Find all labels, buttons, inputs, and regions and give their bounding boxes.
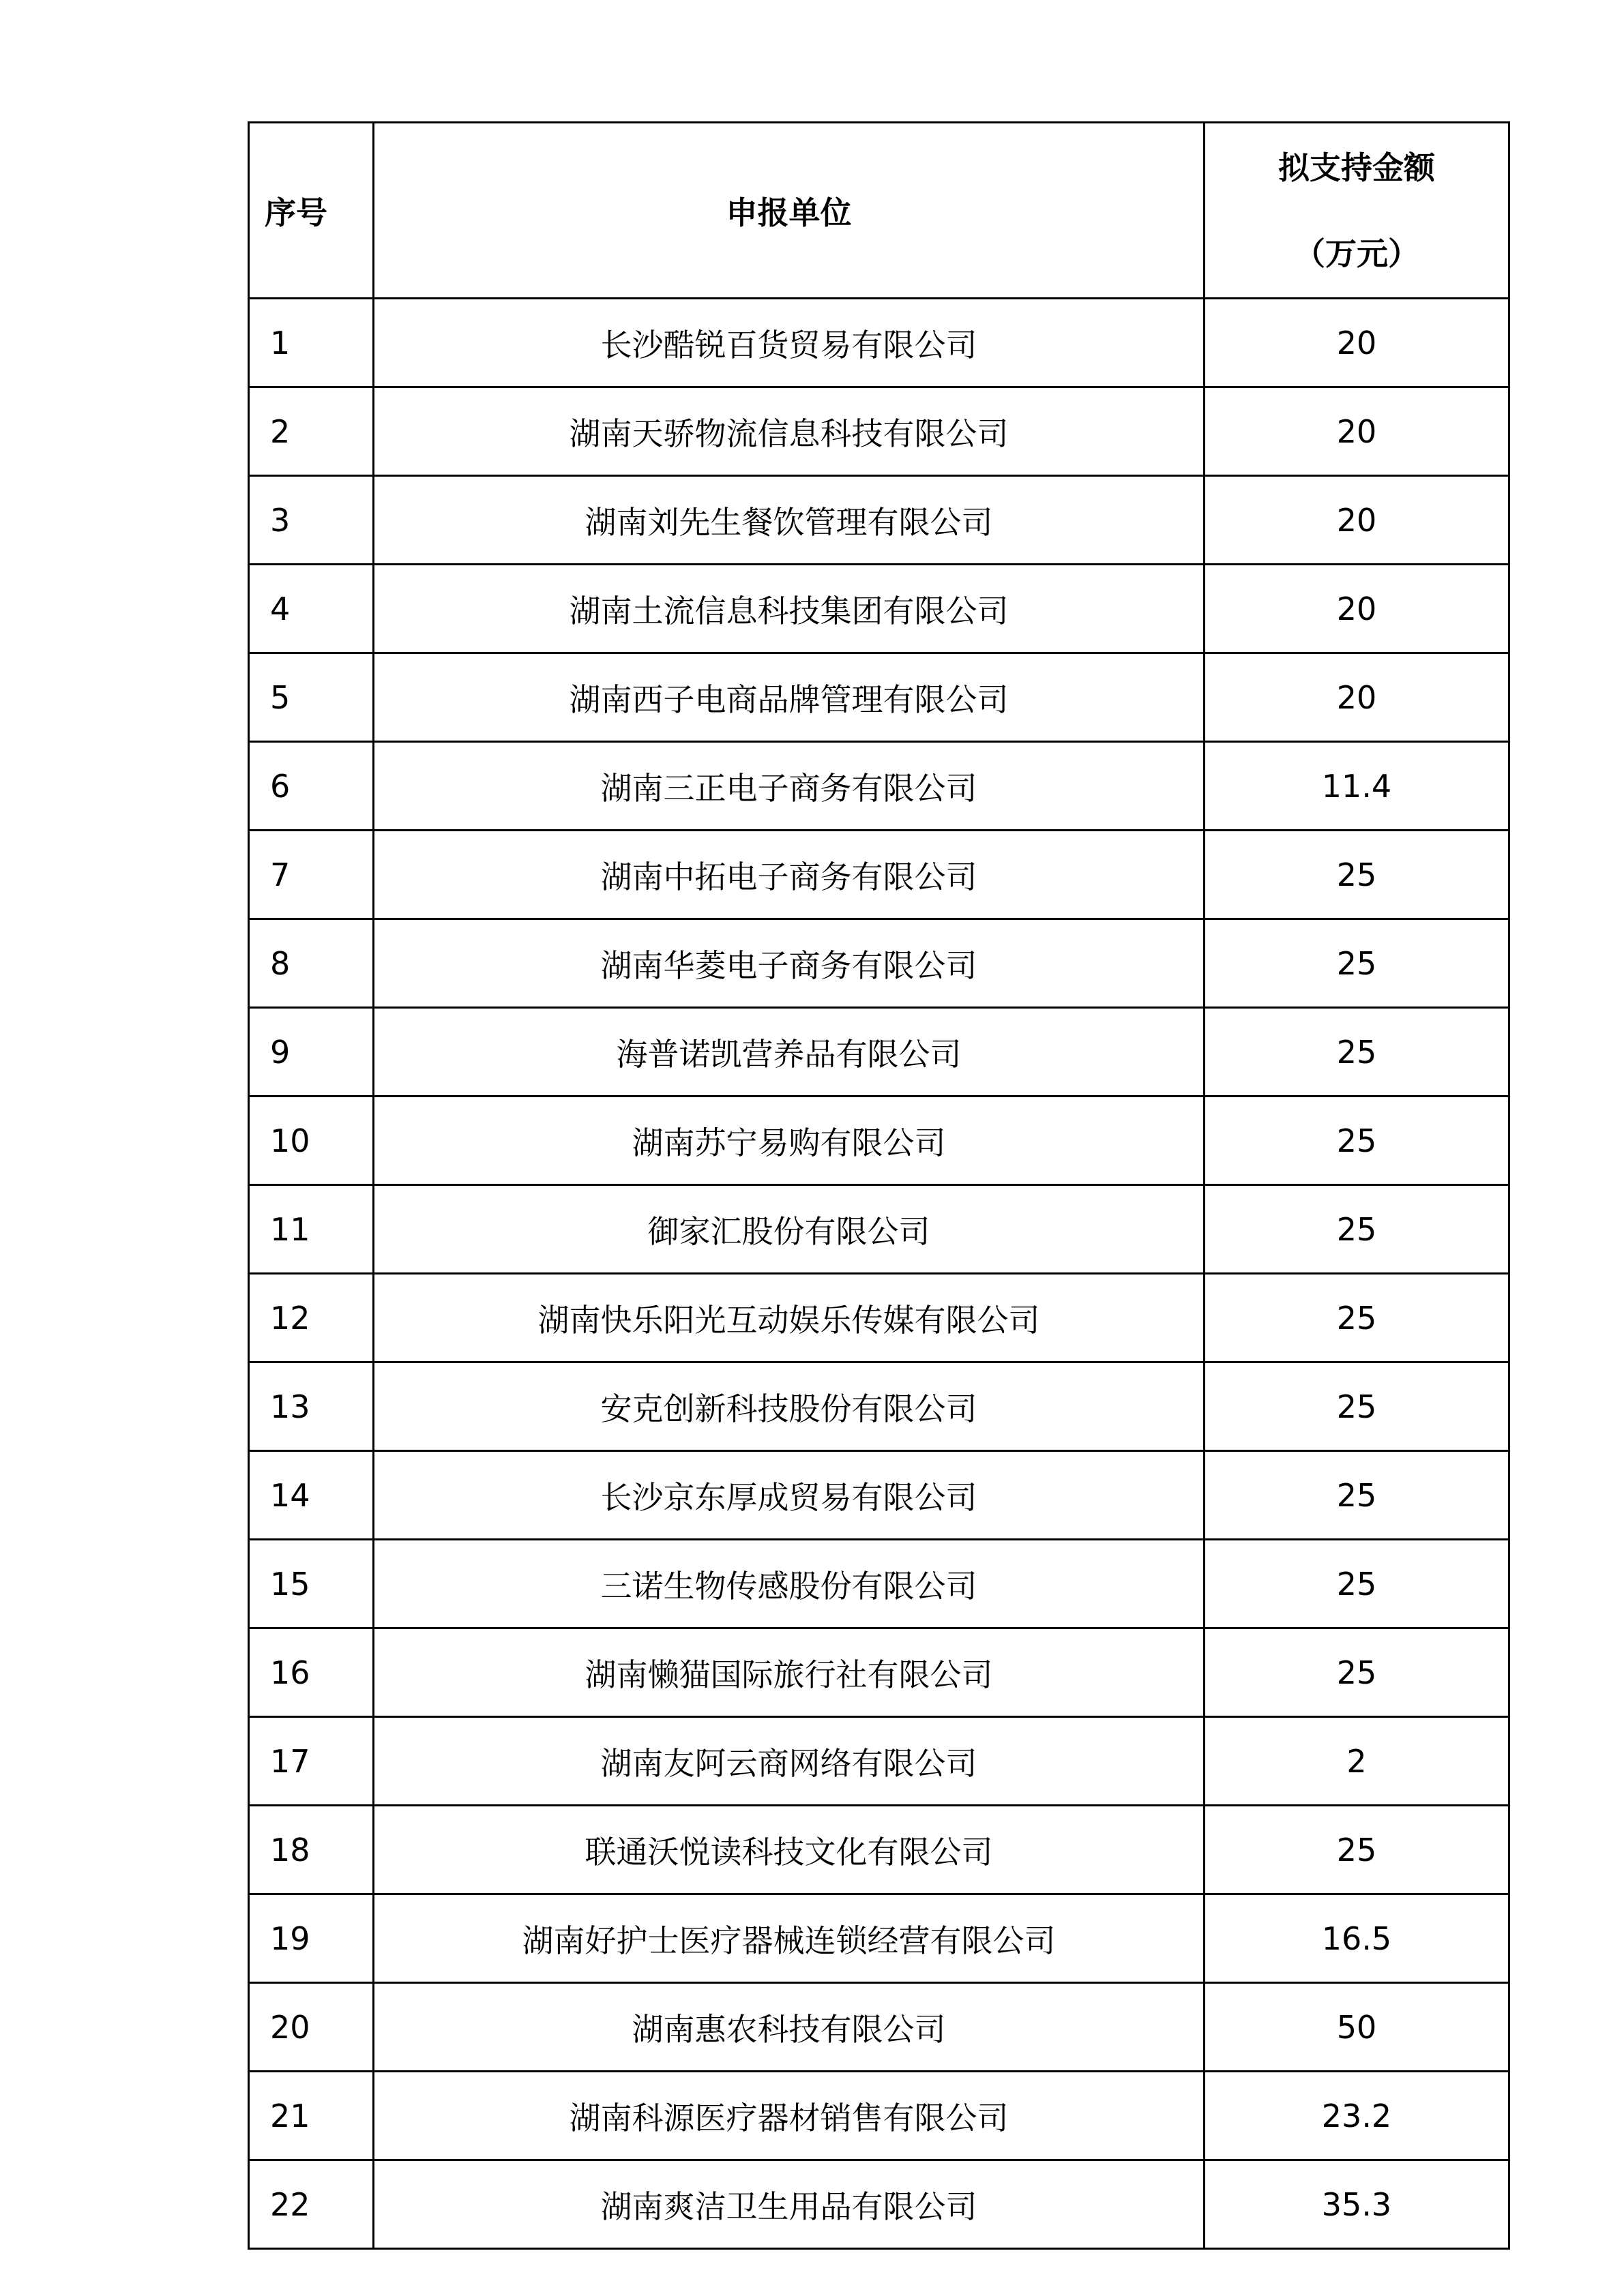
row-unit: 湖南三正电子商务有限公司	[374, 742, 1205, 831]
row-amount: 25	[1205, 1451, 1509, 1540]
table-row	[249, 1008, 1509, 1097]
row-index: 21	[249, 2072, 374, 2160]
table-row	[249, 1894, 1509, 1983]
row-amount: 25	[1205, 1540, 1509, 1628]
row-amount: 20	[1205, 653, 1509, 742]
row-unit: 海普诺凯营养品有限公司	[374, 1008, 1205, 1097]
table-row	[249, 1540, 1509, 1628]
row-unit: 湖南快乐阳光互动娱乐传媒有限公司	[374, 1274, 1205, 1362]
row-unit: 湖南中拓电子商务有限公司	[374, 831, 1205, 919]
support-amount-table	[248, 121, 1510, 2250]
row-unit: 湖南华菱电子商务有限公司	[374, 919, 1205, 1008]
row-unit: 湖南友阿云商网络有限公司	[374, 1717, 1205, 1806]
table-body	[249, 299, 1509, 2249]
row-index: 5	[249, 653, 374, 742]
row-index: 22	[249, 2160, 374, 2249]
table-row	[249, 2160, 1509, 2249]
row-amount: 20	[1205, 299, 1509, 387]
table-row	[249, 476, 1509, 565]
row-amount: 25	[1205, 1274, 1509, 1362]
row-index: 15	[249, 1540, 374, 1628]
row-index: 8	[249, 919, 374, 1008]
row-amount: 25	[1205, 1008, 1509, 1097]
row-unit: 御家汇股份有限公司	[374, 1185, 1205, 1274]
row-unit: 联通沃悦读科技文化有限公司	[374, 1806, 1205, 1894]
table-row	[249, 742, 1509, 831]
table-row	[249, 2072, 1509, 2160]
row-unit: 湖南苏宁易购有限公司	[374, 1097, 1205, 1185]
table-row	[249, 565, 1509, 653]
row-index: 14	[249, 1451, 374, 1540]
header-amount	[1205, 123, 1509, 299]
row-amount: 25	[1205, 1362, 1509, 1451]
table-row	[249, 1628, 1509, 1717]
table-row	[249, 1185, 1509, 1274]
row-amount: 25	[1205, 1097, 1509, 1185]
row-index: 18	[249, 1806, 374, 1894]
row-unit: 三诺生物传感股份有限公司	[374, 1540, 1205, 1628]
row-amount: 23.2	[1205, 2072, 1509, 2160]
table-row	[249, 1806, 1509, 1894]
row-unit: 湖南西子电商品牌管理有限公司	[374, 653, 1205, 742]
row-unit: 长沙酷锐百货贸易有限公司	[374, 299, 1205, 387]
row-index: 11	[249, 1185, 374, 1274]
row-amount: 25	[1205, 919, 1509, 1008]
row-amount: 20	[1205, 476, 1509, 565]
row-index: 16	[249, 1628, 374, 1717]
row-amount: 20	[1205, 565, 1509, 653]
row-index: 19	[249, 1894, 374, 1983]
table-row	[249, 831, 1509, 919]
row-unit: 长沙京东厚成贸易有限公司	[374, 1451, 1205, 1540]
header-amount-line1: 拟支持金额	[1278, 149, 1435, 186]
header-index: 序号	[249, 123, 374, 299]
row-amount: 25	[1205, 1185, 1509, 1274]
row-unit: 湖南好护士医疗器械连锁经营有限公司	[374, 1894, 1205, 1983]
row-index: 20	[249, 1983, 374, 2072]
row-unit: 湖南土流信息科技集团有限公司	[374, 565, 1205, 653]
row-index: 13	[249, 1362, 374, 1451]
row-unit: 湖南惠农科技有限公司	[374, 1983, 1205, 2072]
table-row	[249, 653, 1509, 742]
row-index: 12	[249, 1274, 374, 1362]
row-index: 9	[249, 1008, 374, 1097]
row-unit: 安克创新科技股份有限公司	[374, 1362, 1205, 1451]
row-amount: 25	[1205, 1806, 1509, 1894]
row-index: 4	[249, 565, 374, 653]
row-index: 6	[249, 742, 374, 831]
row-amount: 35.3	[1205, 2160, 1509, 2249]
table-row	[249, 1717, 1509, 1806]
table-row	[249, 1983, 1509, 2072]
table-row	[249, 1362, 1509, 1451]
row-unit: 湖南科源医疗器材销售有限公司	[374, 2072, 1205, 2160]
row-amount: 11.4	[1205, 742, 1509, 831]
table-row	[249, 299, 1509, 387]
row-index: 1	[249, 299, 374, 387]
row-index: 3	[249, 476, 374, 565]
header-unit: 申报单位	[374, 123, 1205, 299]
table-row	[249, 1451, 1509, 1540]
table-row	[249, 1097, 1509, 1185]
row-amount: 20	[1205, 387, 1509, 476]
row-unit: 湖南刘先生餐饮管理有限公司	[374, 476, 1205, 565]
row-unit: 湖南懒猫国际旅行社有限公司	[374, 1628, 1205, 1717]
header-amount-line2: （万元）	[1294, 235, 1419, 272]
row-index: 7	[249, 831, 374, 919]
row-index: 2	[249, 387, 374, 476]
table-row	[249, 387, 1509, 476]
row-amount: 2	[1205, 1717, 1509, 1806]
table-header-row	[249, 123, 1509, 299]
row-amount: 16.5	[1205, 1894, 1509, 1983]
row-index: 10	[249, 1097, 374, 1185]
row-amount: 25	[1205, 1628, 1509, 1717]
row-unit: 湖南爽洁卫生用品有限公司	[374, 2160, 1205, 2249]
table-row	[249, 919, 1509, 1008]
table-row	[249, 1274, 1509, 1362]
row-amount: 25	[1205, 831, 1509, 919]
row-index: 17	[249, 1717, 374, 1806]
row-unit: 湖南天骄物流信息科技有限公司	[374, 387, 1205, 476]
row-amount: 50	[1205, 1983, 1509, 2072]
